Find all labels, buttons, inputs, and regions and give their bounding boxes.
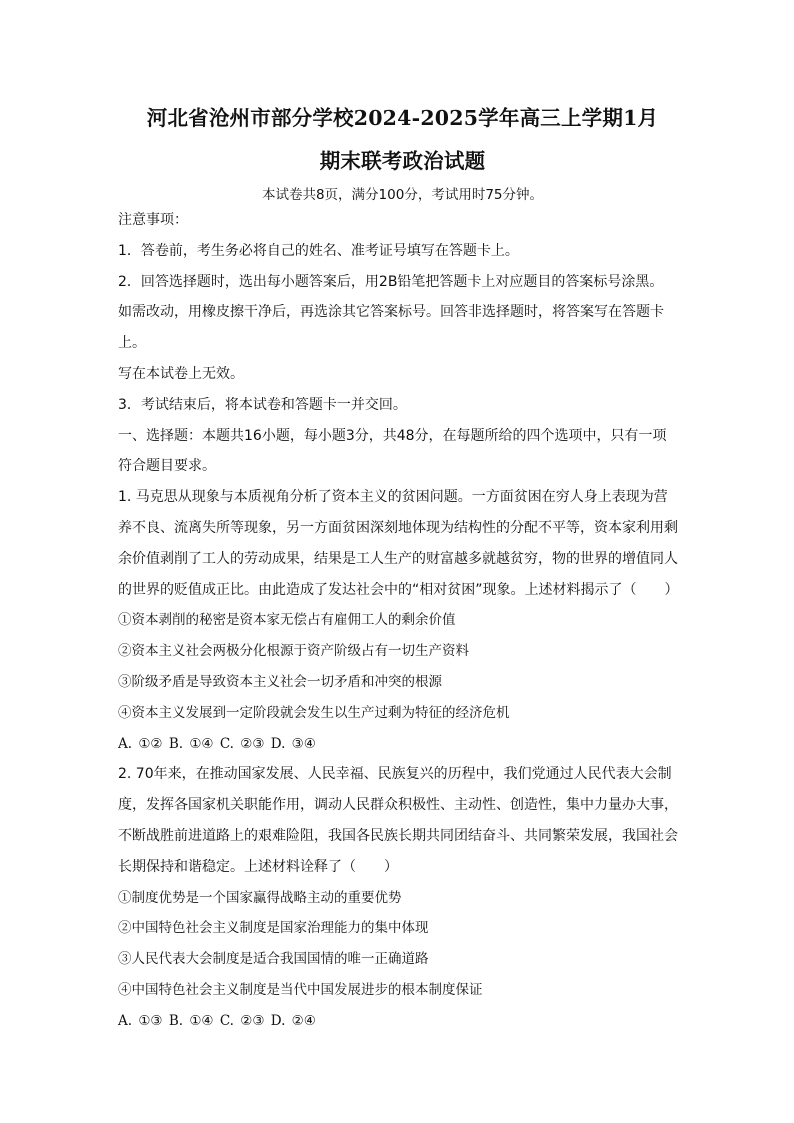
statement-option: ④资本主义发展到一定阶段就会发生以生产过剩为特征的经济危机 (118, 704, 510, 721)
question-1 (118, 482, 687, 759)
question-stem-line: 养不良、流离失所等现象，另一方面贫困深刻地体现为结构性的分配不平等，资本家利用剩 (118, 519, 678, 536)
exam-title-line2: 期末联考政治试题 (319, 149, 486, 173)
statement-option: ①资本剥削的秘密是资本家无偿占有雇佣工人的剩余价值 (118, 612, 456, 629)
question-stem-line: 不断战胜前进道路上的艰难险阻，我国各民族长期共同团结奋斗、共同繁荣发展，我国社会 (118, 827, 678, 844)
notice-section (118, 205, 687, 421)
notice-item: 如需改动，用橡皮擦干净后，再选涂其它答案标号。回答非选择题时，将答案写在答题卡上。 (118, 304, 664, 352)
question-2 (118, 759, 687, 1036)
question-stem-line: 长期保持和谐稳定。上述材料诠释了（ ） (118, 858, 398, 875)
question-stem-line: 余价值剥削了工人的劳动成果，结果是工人生产的财富越多就越贫穷，物的世界的增值同人 (118, 550, 678, 567)
statement-option: ②中国特色社会主义制度是国家治理能力的集中体现 (118, 920, 429, 937)
notice-heading: 注意事项： (118, 212, 188, 228)
answer-choices: A. ①② B. ①④ C. ②③ D. ③④ (118, 735, 316, 752)
question-stem-line: 1. 马克思从现象与本质视角分析了资本主义的贫困问题。一方面贫困在穷人身上表现为营 (118, 489, 668, 506)
section-heading-line1: 一、选择题：本题共16小题，每小题3分，共48分，在每题所给的四个选项中，只有一项 (118, 427, 667, 444)
notice-item: 2．回答选择题时，选出每小题答案后，用2B铅笔把答题卡上对应题目的答案标号涂黑。 (118, 273, 664, 290)
statement-option: ④中国特色社会主义制度是当代中国发展进步的根本制度保证 (118, 981, 483, 998)
section-heading-line2: 符合题目要求。 (118, 458, 216, 475)
statement-option: ①制度优势是一个国家赢得战略主动的重要优势 (118, 889, 402, 906)
statement-option: ③阶级矛盾是导致资本主义社会一切矛盾和冲突的根源 (118, 673, 442, 690)
answer-choices: A. ①③ B. ①④ C. ②③ D. ②④ (118, 1012, 316, 1029)
question-stem-line: 2. 70年来，在推动国家发展、人民幸福、民族复兴的历程中，我们党通过人民代表大会制 (118, 766, 672, 783)
question-stem-line: 度，发挥各国家机关职能作用，调动人民群众积极性、主动性、创造性，集中力量办大事， (118, 797, 678, 814)
section-heading (118, 421, 687, 483)
statement-option: ③人民代表大会制度是适合我国国情的唯一正确道路 (118, 951, 429, 968)
exam-info: 本试卷共8页，满分100分，考试用时75分钟。 (261, 187, 544, 203)
notice-item: 写在本试卷上无效。 (118, 365, 244, 382)
notice-item: 3．考试结束后，将本试卷和答题卡一并交回。 (118, 396, 407, 413)
exam-title-line1: 河北省沧州市部分学校2024-2025学年高三上学期1月 (146, 106, 659, 130)
notice-item: 1．答卷前，考生务必将自己的姓名、准考证号填写在答题卡上。 (118, 242, 519, 259)
statement-option: ②资本主义社会两极分化根源于资产阶级占有一切生产资料 (118, 643, 469, 660)
question-stem-line: 的世界的贬值成正比。由此造成了发达社会中的“相对贫困”现象。上述材料揭示了（ ） (118, 581, 679, 598)
